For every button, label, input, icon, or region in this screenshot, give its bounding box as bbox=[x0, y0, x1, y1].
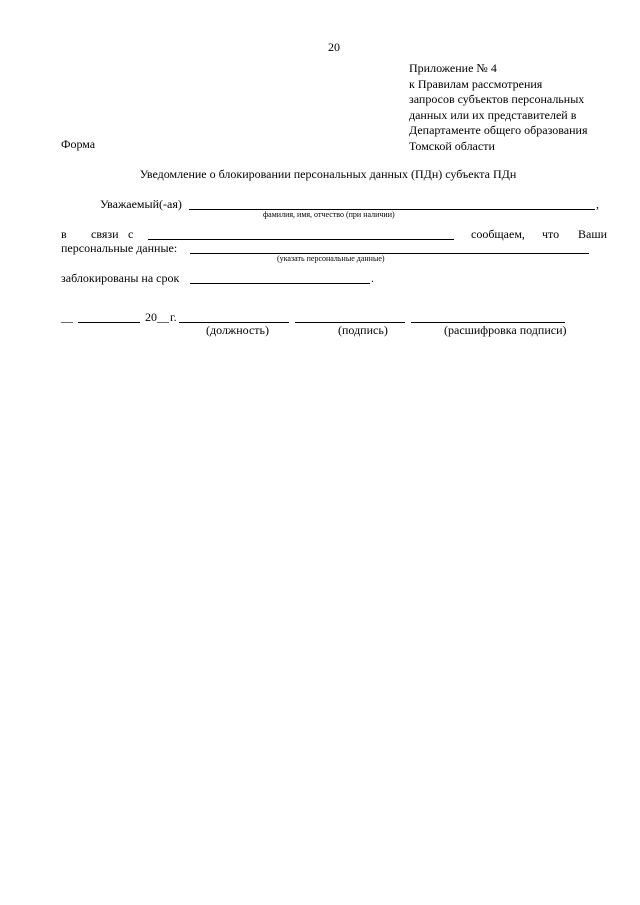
fio-hint: фамилия, имя, отчество (при наличии) bbox=[263, 210, 395, 219]
reason-word: с bbox=[128, 227, 134, 241]
date-suffix: г. bbox=[170, 310, 177, 324]
appendix-line: Томской области bbox=[409, 138, 495, 153]
salutation-prefix: Уважаемый(-ая) bbox=[100, 197, 182, 211]
reason-word: что bbox=[542, 227, 560, 241]
salutation-suffix: , bbox=[596, 197, 599, 211]
personal-data-hint: (указать персональные данные) bbox=[277, 254, 385, 263]
appendix-line: данных или их представителей в bbox=[409, 107, 577, 122]
appendix-line: к Правилам рассмотрения bbox=[409, 76, 543, 91]
personal-data-label: персональные данные: bbox=[61, 241, 178, 255]
blocked-term-label: заблокированы на срок bbox=[61, 271, 180, 285]
appendix-line: Департаменте общего образования bbox=[409, 123, 588, 137]
date-year: 20__ bbox=[145, 310, 169, 324]
reason-word: Ваши bbox=[578, 227, 607, 241]
date-month-line[interactable] bbox=[78, 322, 140, 323]
page-number: 20 bbox=[328, 40, 340, 54]
date-day: __ bbox=[61, 310, 73, 324]
blocked-term-field-line[interactable] bbox=[190, 283, 370, 284]
document-title: Уведомление о блокировании персональных данных (ПДн) субъекта ПДн bbox=[139, 167, 517, 181]
signature-caption: (подпись) bbox=[338, 323, 388, 337]
reason-word: связи bbox=[91, 227, 119, 241]
decoding-caption: (расшифровка подписи) bbox=[444, 323, 567, 337]
reason-field-line[interactable] bbox=[148, 239, 454, 240]
reason-word: сообщаем, bbox=[471, 227, 525, 241]
blocked-term-suffix: . bbox=[371, 271, 374, 285]
personal-data-field-line[interactable] bbox=[190, 253, 589, 254]
form-label: Форма bbox=[61, 137, 96, 151]
reason-word: в bbox=[61, 227, 67, 241]
appendix-block bbox=[409, 61, 587, 154]
position-caption: (должность) bbox=[206, 323, 269, 337]
appendix-line: Приложение № 4 bbox=[409, 61, 497, 75]
appendix-line: запросов субъектов персональных bbox=[409, 92, 585, 106]
